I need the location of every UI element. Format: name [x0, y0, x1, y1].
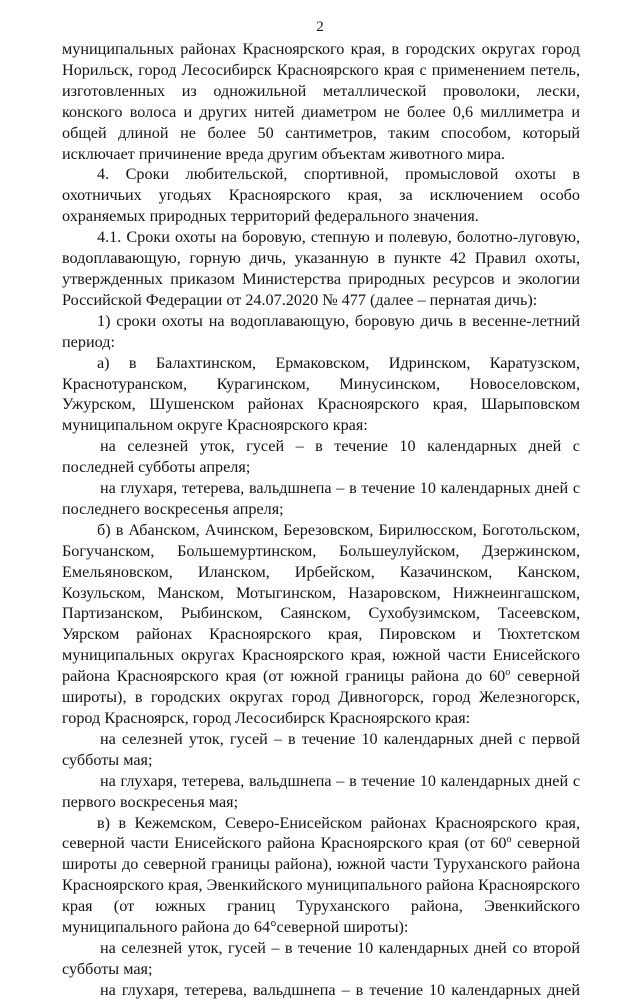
paragraph-item-a-grouse: на глухаря, тетерева, вальдшнепа – в течение 10 календарных дней с последнего воскресенья апреля;: [62, 479, 580, 518]
paragraph-section-4-1: 4.1. Сроки охоты на боровую, степную и полевую, болотно-луговую, водоплавающую, горную дичь, указанную в пункте 42 Правил охоты, утвержденных приказом Министерства природных ресурсов и экологии Российской Федерации от 24.07.2020 № 477 (далее – пернатая дичь):: [62, 228, 580, 309]
paragraph-item-1: 1) сроки охоты на водоплавающую, боровую дичь в весенне-летний период:: [62, 311, 580, 351]
paragraph-item-v-ducks: на селезней уток, гусей – в течение 10 календарных дней со второй субботы мая;: [62, 938, 580, 978]
paragraph-section-4: 4. Сроки любительской, спортивной, промысловой охоты в охотничьих угодьях Красноярского края, за исключением особо охраняемых природных территорий федерального значения.: [62, 165, 580, 226]
paragraph-item-v-part1: в) в Кежемском, Северо-Енисейском районах Красноярского края, северной части Енисейского района Красноярского края (от 60: [62, 813, 580, 853]
paragraph-item-a: а) в Балахтинском, Ермаковском, Идринском, Каратузском, Краснотуранском, Курагинском, Минусинском, Новоселовском, Ужурском, Шушенском районах Красноярского края, Шарыповском муниципальном округе Красноярского края:: [62, 353, 580, 435]
paragraph-item-b: [62, 520, 580, 729]
paragraph-item-v-part2: северной широты до северной границы района), южной части Туруханского района Красноярского края, Эвенкийского муниципального района Красноярского края (от южных границ Туруханского района, Эвенкийского муниципального района до 64°северной широты):: [62, 834, 580, 937]
degree-mark: o: [505, 667, 511, 679]
degree-mark: o: [506, 834, 512, 846]
paragraph-item-v-grouse: на глухаря, тетерева, вальдшнепа – в течение 10 календарных дней: [100, 980, 580, 999]
paragraph-continuation: муниципальных районах Красноярского края, в городских округах город Норильск, город Лесосибирск Красноярского края с применением петель, изготовленных из одножильной металлической проволоки, лески, конского волоса и других нитей диаметром не более 0,6 миллиметра и общей длиной не более 50 сантиметров, таким способом, который исключает причинение вреда другим объектам животного мира.: [62, 40, 580, 163]
paragraph-item-a-ducks: на селезней уток, гусей – в течение 10 календарных дней с последней субботы апреля;: [62, 437, 580, 477]
paragraph-item-b-grouse: на глухаря, тетерева, вальдшнепа – в течение 10 календарных дней с первого воскресенья мая;: [62, 771, 580, 811]
document-body: [62, 39, 580, 1001]
page-number: 2: [316, 19, 324, 35]
paragraph-item-b-ducks: на селезней уток, гусей – в течение 10 календарных дней с первой субботы мая;: [62, 729, 580, 769]
paragraph-item-b-part2: северной широты), в городских округах город Дивногорск, город Железногорск, город Красноярск, город Лесосибирск Красноярского края:: [62, 667, 580, 727]
paragraph-item-v: [62, 813, 580, 938]
paragraph-item-b-part1: б) в Абанском, Ачинском, Березовском, Бирилюсском, Боготольском, Богучанском, Большемуртинском, Большеулуйском, Дзержинском, Емельяновском, Иланском, Ирбейском, Казачинском, Канском, Козульском, Манском, Мотыгинском, Назаровском, Нижнеингашском, Партизанском, Рыбинском, Саянском, Сухобузимском, Тасеевском, Уярском районах Красноярского края, Пировском и Тюхтетском муниципальных округах Красноярского края, южной части Енисейского района Красноярского края (от южной границы района до 60: [62, 520, 580, 686]
